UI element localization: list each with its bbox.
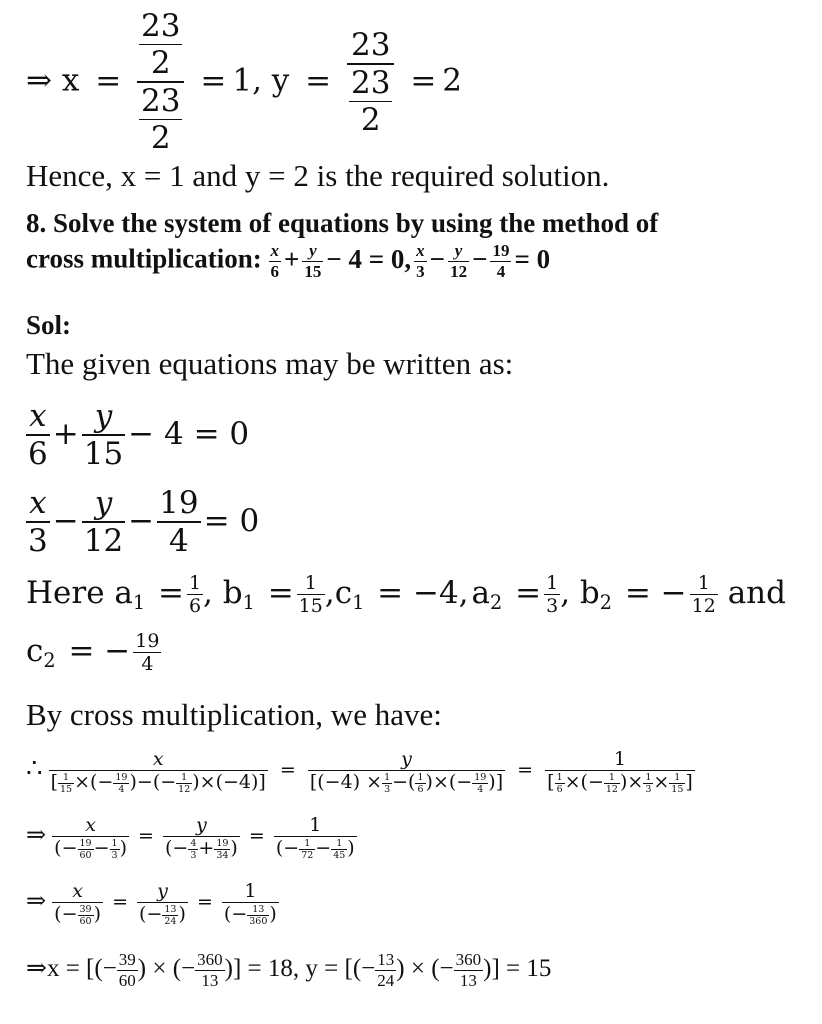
- step-3: ⇒ x (− $\frac{39}{60}$ ) = y (− $\frac{13}{24}$ ) = 1 (− $\frac{13}{360}$ ): [26, 880, 277, 927]
- step-2: ⇒ x (− $\frac{19}{60}$ − $\frac{1}{3}$ ) = y (− $\frac{4}{3}$ + $\frac{19}{34}$ ) = 1 (− $\frac{1}{72}$ − $\frac{1}{45}$ ): [26, 814, 355, 861]
- sol-label: Sol:: [26, 310, 72, 340]
- equation-2: $\frac{x}{3}$ − $\frac{y}{12}$ − $\frac{19}{4}$ = 0: [28, 485, 260, 559]
- given-text: The given equations may be written as:: [26, 346, 514, 381]
- step-1: ∴ x [ $\frac{1}{15}$ ×(− $\frac{19}{4}$ )−(− $\frac{1}{12}$ )×(−4)] = y [(−4) × $\frac{1}{3}$ −( $\frac{1}{6}$ )×(− $\frac{19}{4}$ )] = 1 [ $\frac{1}{6}$ ×(− $\frac{1}{12}$ )× $\frac{1}{3}$ × $\frac{1}{15}$ ]: [26, 748, 693, 795]
- var-y: y: [271, 62, 290, 99]
- x-value: 1: [232, 62, 253, 99]
- var-x: x: [61, 62, 80, 99]
- step-4: ⇒x = [(− $\frac{39}{60}$ ) × (− $\frac{360}{13}$ )] = 18, y = [(− $\frac{13}{24}$ ) × (− $\frac{360}{13}$ )] = 15: [26, 950, 552, 990]
- equation-1: $\frac{x}{6}$ + $\frac{y}{15}$ − 4 = 0: [28, 398, 250, 472]
- result-line: ⇒ x = $\frac{\frac{23}{2}}{\frac{23}{2}}$ = 1, y = $\frac{23}{\frac{23}{2}}$ = 2: [26, 8, 463, 156]
- equals: =: [95, 62, 122, 99]
- y-value: 2: [442, 62, 463, 99]
- x-fraction: $\frac{\frac{23}{2}}{\frac{23}{2}}$: [137, 8, 184, 156]
- cross-text: By cross multiplication, we have:: [26, 697, 442, 732]
- coefficients-line: Here $a_1$ = $\frac{1}{6}$ , $b_1$ = $\frac{1}{15}$ $,c_1 = -4,a_2$ = $\frac{1}{3}$ , $b_2$ = − $\frac{1}{12}$ and: [26, 572, 786, 617]
- question-line-2: cross multiplication: $\frac{x}{6}$ + $\frac{y}{15}$ − 4 = 0, $\frac{x}{3}$ − $\frac{y}{12}$ − $\frac{19}{4}$ = 0: [26, 241, 551, 281]
- y-fraction: $\frac{23}{\frac{23}{2}}$: [347, 27, 394, 138]
- c2-line: $c_2$ = − $\frac{19}{4}$: [26, 630, 160, 675]
- implies-symbol: ⇒: [26, 62, 52, 99]
- question-line-1: 8. Solve the system of equations by using the method of: [26, 208, 659, 238]
- hence-text: Hence, x = 1 and y = 2 is the required solution.: [26, 158, 610, 193]
